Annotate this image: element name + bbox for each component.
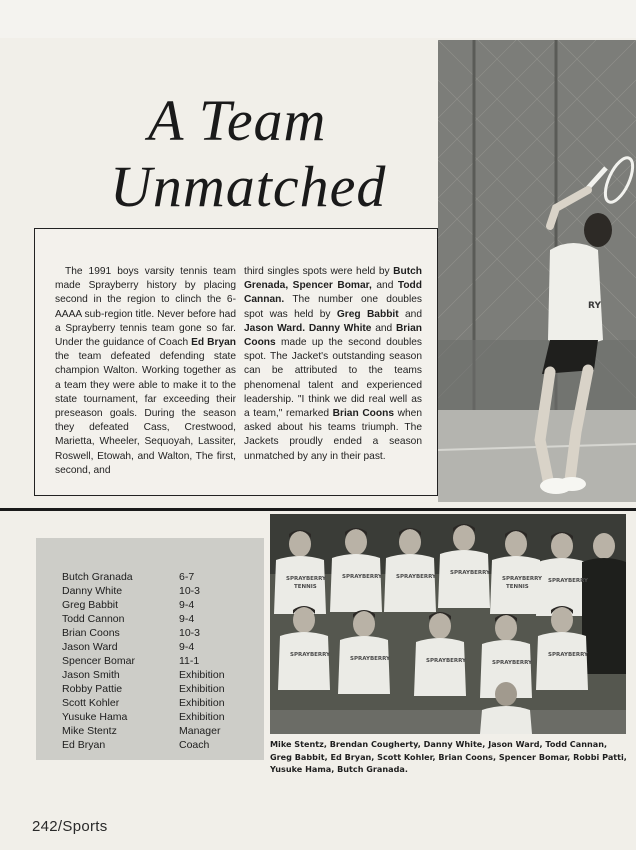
- shirt-lettering: SPRAYBERRY: [492, 660, 533, 666]
- story-column-2: [244, 265, 422, 464]
- player-name: Todd Cannon: [62, 613, 125, 625]
- text-run: and: [371, 322, 396, 334]
- player-name: Robby Pattie: [62, 683, 123, 695]
- top-margin: [0, 0, 636, 38]
- player-name: Brian Coons: [62, 627, 120, 639]
- text-run: third singles spots were held by: [244, 266, 394, 277]
- text-run: The number one doubles spot was held by: [244, 294, 422, 320]
- player-name: Spencer Bomar: [62, 655, 135, 667]
- player-record: Exhibition: [179, 697, 225, 709]
- section-divider: [0, 508, 636, 511]
- bold-name-run: Greg Babbit: [336, 308, 399, 320]
- player-record: Coach: [179, 739, 210, 751]
- shirt-lettering: SPRAYBERRY: [350, 656, 391, 662]
- text-run: made up the second doubles spot. The Jacket's outstanding season can be attributed to the teams phenomenal talent and experienced leadership. "I think we did real well as a team," remarked: [244, 337, 422, 420]
- shirt-lettering: SPRAYBERRY: [502, 576, 543, 582]
- bold-name-run: Butch Grenada, Spencer Bomar,: [244, 266, 422, 292]
- story-box: [34, 228, 438, 496]
- shirt-lettering: SPRAYBERRY: [548, 578, 589, 584]
- shirt-lettering: SPRAYBERRY: [286, 576, 327, 582]
- player-record: 10-3: [179, 627, 201, 639]
- player-record: 9-4: [179, 599, 195, 611]
- shirt-lettering: SPRAYBERRY: [342, 574, 383, 580]
- text-run: and: [398, 308, 422, 320]
- player-record: Manager: [179, 725, 221, 737]
- tennis-serve-photo: [438, 40, 636, 502]
- text-run: the team defeated defending state champion Walton. Working together as a team they were able to make it to the state tournament, far exceeding their preseason goals. During the season they defeated Cass, Crestwood, Marietta, Wheeler, Sequoyah, Lassiter, Roswell, Etowah, and Walton, The first, second, and: [55, 351, 236, 476]
- player-record: 6-7: [179, 571, 195, 583]
- bold-name-run: Ed Bryan: [191, 337, 237, 349]
- story-column-1: [55, 265, 236, 478]
- player-name: Jason Ward: [62, 641, 118, 653]
- headline-line-2: Unmatched: [110, 154, 387, 219]
- text-run: The 1991 boys varsity tennis team made Sprayberry history by placing second in the region to clinch the 6-AAAA sub-region title. Never before had a Sprayberry tennis team gone so far. Under the guidance of Coach: [55, 266, 236, 349]
- bold-name-run: Brian Coons: [244, 322, 422, 349]
- player-name: Greg Babbit: [62, 599, 119, 611]
- text-run: when asked about his teams triumph. The Jackets proudly ended a season unmatched by any in their past.: [244, 408, 422, 462]
- player-name: Jason Smith: [62, 669, 120, 681]
- text-run: and: [371, 280, 398, 292]
- player-name: Ed Bryan: [62, 739, 106, 751]
- player-name: Butch Granada: [62, 571, 133, 583]
- player-record: 9-4: [179, 641, 195, 653]
- bold-name-run: Jason Ward. Danny White: [244, 322, 372, 334]
- shirt-sub-lettering: TENNIS: [294, 584, 317, 590]
- shirt-lettering: SPRAYBERRY: [396, 574, 437, 580]
- player-name: Scott Kohler: [62, 697, 120, 709]
- team-photo: [270, 514, 626, 734]
- headline-line-1: A Team: [148, 88, 327, 153]
- player-record: Exhibition: [179, 669, 225, 681]
- bold-name-run: Todd Cannan.: [244, 280, 422, 306]
- player-record: Exhibition: [179, 711, 225, 723]
- player-record: 10-3: [179, 585, 201, 597]
- roster-panel: [36, 538, 264, 760]
- team-photo-caption: Mike Stentz, Brendan Cougherty, Danny White, Jason Ward, Todd Cannan, Greg Babbit, Ed Bryan, Scott Kohler, Brian Coons, Spencer Bomar, Robbi Patti, Yusuke Hama, Butch Granada.: [270, 739, 627, 774]
- shirt-lettering: RY: [588, 301, 601, 311]
- bold-name-run: Brian Coons: [332, 408, 395, 420]
- player-name: Danny White: [62, 585, 123, 597]
- shirt-lettering: SPRAYBERRY: [290, 652, 331, 658]
- shirt-lettering: SPRAYBERRY: [450, 570, 491, 576]
- player-name: Yusuke Hama: [62, 711, 128, 723]
- player-record: 9-4: [179, 613, 195, 625]
- player-name: Mike Stentz: [62, 725, 117, 737]
- player-record: Exhibition: [179, 683, 225, 695]
- shirt-lettering: SPRAYBERRY: [548, 652, 589, 658]
- player-record: 11-1: [179, 655, 200, 667]
- shirt-sub-lettering: TENNIS: [506, 584, 529, 590]
- shirt-lettering: SPRAYBERRY: [426, 658, 467, 664]
- page-folio: 242/Sports: [32, 818, 108, 835]
